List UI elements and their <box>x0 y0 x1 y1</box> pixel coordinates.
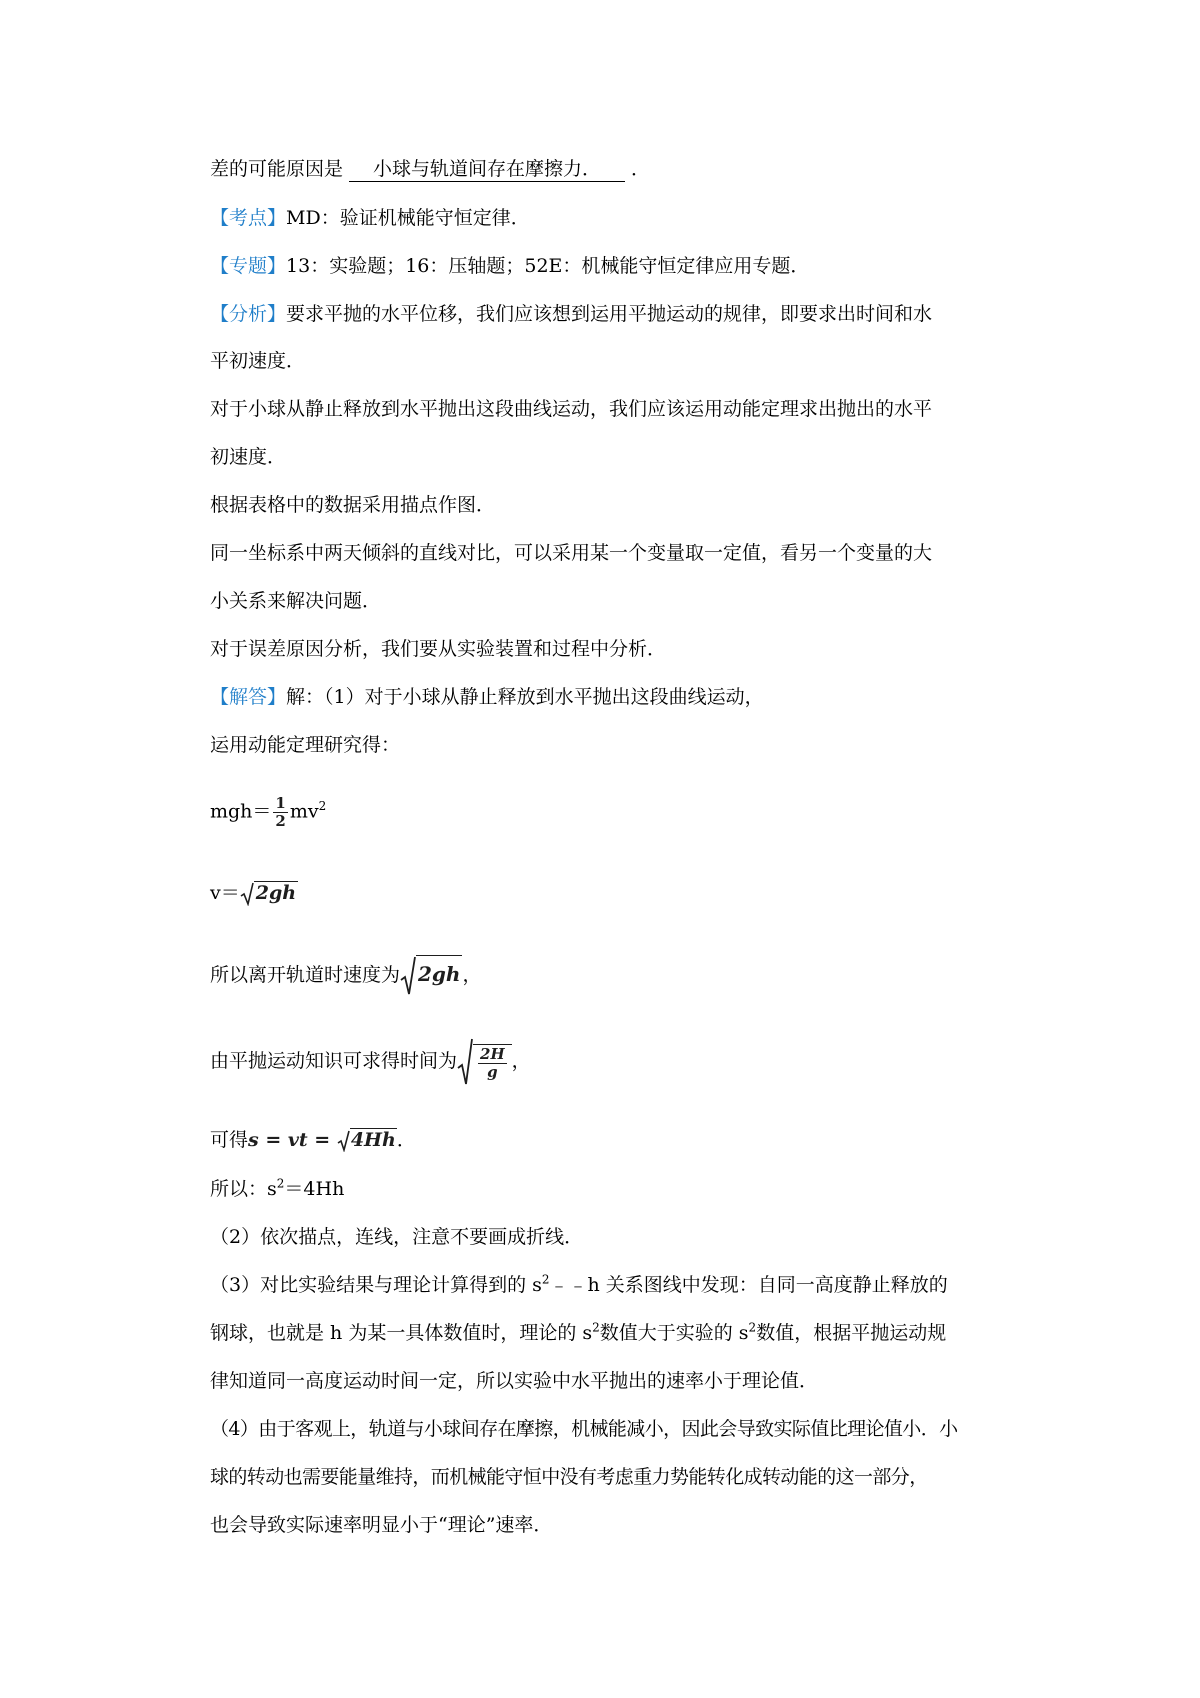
time-sentence <box>210 1038 531 1086</box>
paragraph: 对于误差原因分析，我们要从实验装置和过程中分析． <box>210 638 667 660</box>
sqrt-sign-icon <box>457 1038 473 1086</box>
text: （3）对比实验结果与理论计算得到的 s <box>210 1274 542 1296</box>
paragraph: （2）依次描点，连线，注意不要画成折线． <box>210 1226 584 1248</box>
superscript: 2 <box>592 1320 600 1335</box>
radicand-box <box>473 1044 512 1080</box>
text: 差的可能原因是 <box>210 158 344 180</box>
zhuanti-line <box>210 257 809 276</box>
fraction-numerator: 1 <box>275 794 286 812</box>
superscript: 2 <box>748 1320 757 1335</box>
fenxi-tag: 【分析】 <box>210 303 287 325</box>
jieda-text: 解：（1）对于小球从静止释放到水平抛出这段曲线运动， <box>286 686 764 708</box>
zhuanti-text: 13：实验题；16：压轴题；52E：机械能守恒定律应用专题． <box>286 255 810 277</box>
text: 钢球，也就是 h 为某一具体数值时，理论的 s <box>210 1322 593 1344</box>
paragraph <box>210 1320 947 1344</box>
eq-text: mv <box>289 800 319 823</box>
paragraph: （4）由于客观上，轨道与小球间存在摩擦，机械能减小，因此会导致实际值比理论值小．小 <box>210 1418 958 1440</box>
fenxi-line <box>210 305 932 324</box>
radicand: 4Hh <box>350 1129 396 1151</box>
paragraph: 根据表格中的数据采用描点作图． <box>210 494 496 516</box>
text: ﹣﹣h 关系图线中发现：自同一高度静止释放的 <box>549 1274 948 1296</box>
superscript: 2 <box>276 1176 285 1191</box>
answer-blank <box>349 160 625 182</box>
fraction-denominator: g <box>487 1063 498 1081</box>
sqrt-sign-icon <box>240 882 254 906</box>
fraction <box>478 1047 507 1080</box>
jieda-line <box>210 688 764 707</box>
text: 数值大于实验的 s <box>599 1322 749 1344</box>
eq-text: v＝ <box>210 882 240 904</box>
answer-line <box>210 160 650 182</box>
fraction-numerator: 2H <box>480 1045 505 1063</box>
paragraph: 律知道同一高度运动时间一定，所以实验中水平抛出的速率小于理论值． <box>210 1370 819 1392</box>
paragraph: 小关系来解决问题． <box>210 590 382 612</box>
sqrt-sign-icon <box>400 956 416 996</box>
paragraph <box>210 1272 948 1296</box>
text: 由平抛运动知识可求得时间为 <box>210 1050 458 1072</box>
kaodian-tag: 【考点】 <box>210 207 287 229</box>
paragraph: 球的转动也需要能量维持，而机械能守恒中没有考虑重力势能转化成转动能的这一部分， <box>210 1466 928 1488</box>
text: 数值，根据平抛运动规 <box>756 1322 947 1344</box>
answer-text: 小球与轨道间存在摩擦力． <box>373 158 602 180</box>
result-line <box>210 1176 345 1200</box>
distance-sentence <box>210 1130 416 1152</box>
radicand: 2gh <box>416 955 462 986</box>
fraction <box>273 796 287 829</box>
fraction-denominator: 2 <box>275 812 286 830</box>
zhuanti-tag: 【专题】 <box>210 255 287 277</box>
text: 所以离开轨道时速度为 <box>210 964 401 986</box>
text: 所以：s <box>210 1178 277 1200</box>
fenxi-text-cont: 平初速度． <box>210 350 306 372</box>
paragraph: 初速度． <box>210 446 287 468</box>
text: ， <box>511 1050 531 1072</box>
kaodian-text: MD：验证机械能守恒定律． <box>286 207 530 229</box>
jieda-tag: 【解答】 <box>210 686 287 708</box>
superscript: 2 <box>541 1272 550 1287</box>
paragraph: 运用动能定理研究得： <box>210 734 401 756</box>
text: ， <box>462 964 482 986</box>
velocity-sentence <box>210 956 481 996</box>
text: ＝4Hh <box>284 1178 345 1200</box>
paragraph: 同一坐标系中两天倾斜的直线对比，可以采用某一个变量取一定值，看另一个变量的大 <box>210 542 933 564</box>
text: 可得 <box>210 1129 249 1151</box>
sqrt-sign-icon <box>337 1130 350 1152</box>
fenxi-text: 要求平抛的水平位移，我们应该想到运用平抛运动的规律，即要求出时间和水 <box>286 303 933 325</box>
equation-energy <box>210 796 326 829</box>
radicand: 2gh <box>255 882 297 904</box>
equation-velocity <box>210 882 298 906</box>
paragraph: 对于小球从静止释放到水平抛出这段曲线运动，我们应该运用动能定理求出抛出的水平 <box>210 398 933 420</box>
text: ． <box>396 1129 416 1151</box>
kaodian-line <box>210 209 530 228</box>
paragraph: 也会导致实际速率明显小于“理论”速率． <box>210 1514 553 1536</box>
superscript: 2 <box>318 799 327 814</box>
text: ． <box>631 158 651 180</box>
eq-text: mgh＝ <box>210 800 272 823</box>
math-expr: s = vt = <box>248 1129 337 1151</box>
